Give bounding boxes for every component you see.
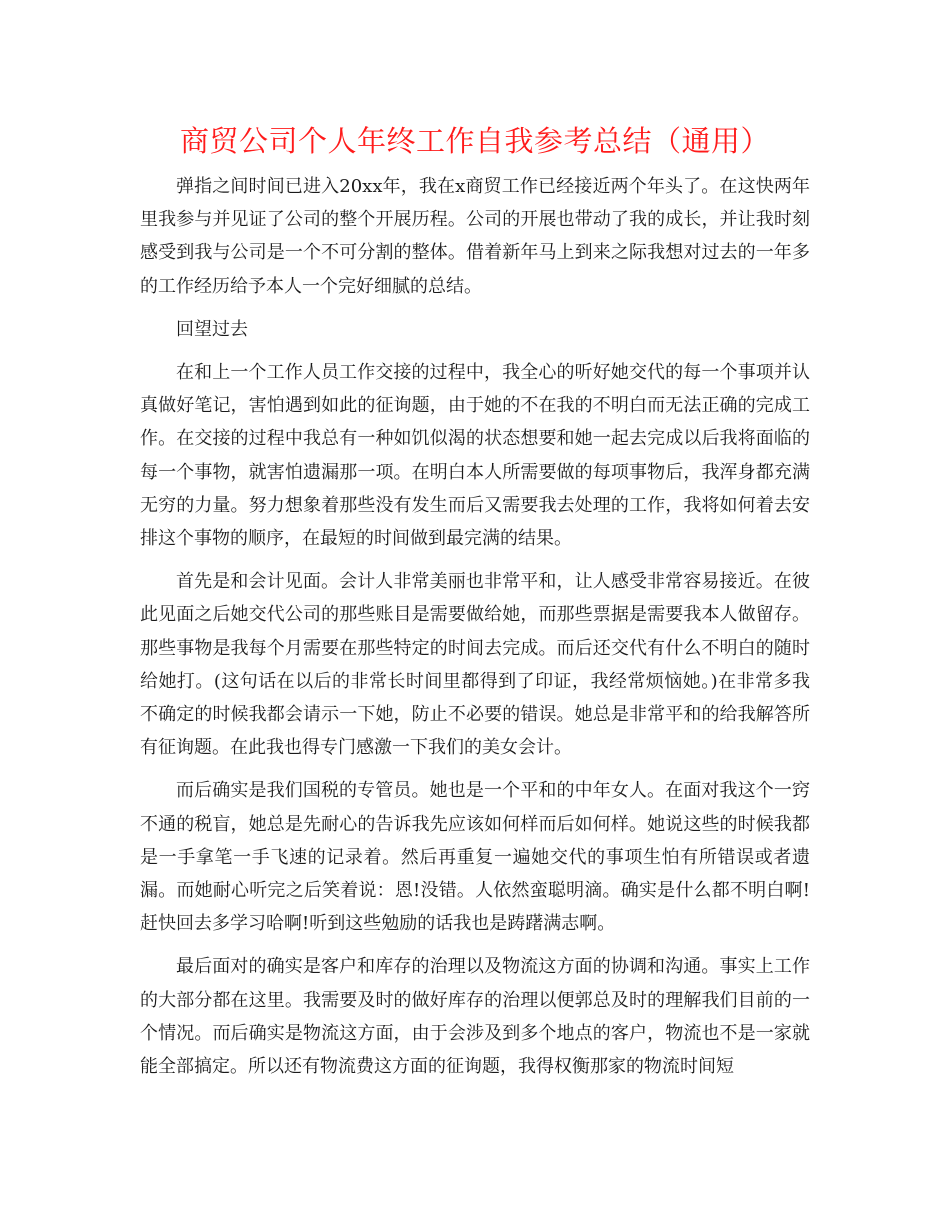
paragraph-accountant: 首先是和会计见面。会计人非常美丽也非常平和，让人感受非常容易接近。在彼此见面之后她交代公司的那些账目是需要做给她，而那些票据是需要我本人做留存。那些事物是我每个月需要在那些特定的时间去完成。而后还交代有什么不明白的随时给她打。(这句话在以后的非常长时间里都得到了印证，我经常烦恼她。)在非常多我不确定的时候我都会请示一下她，防止不必要的错误。她总是非常平和的给我解答所有征询题。在此我也得专门感激一下我们的美女会计。 <box>140 571 810 759</box>
paragraph-handover: 在和上一个工作人员工作交接的过程中，我全心的听好她交代的每一个事项并认真做好笔记，害怕遇到如此的征询题，由于她的不在我的不明白而无法正确的完成工作。在交接的过程中我总有一种如饥似渴的状态想要和她一起去完成以后我将面临的每一个事物，就害怕遗漏那一项。在明白本人所需要做的每项事物后，我浑身都充满无穷的力量。努力想象着那些没有发生而后又需要我去处理的工作，我将如何着去安排这个事物的顺序，在最短的时间做到最完满的结果。 <box>140 362 810 550</box>
paragraph-intro: 弹指之间时间已进入20xx年，我在x商贸工作已经接近两个年头了。在这快两年里我参与并见证了公司的整个开展历程。公司的开展也带动了我的成长，并让我时刻感受到我与公司是一个不可分割的整体。借着新年马上到来之际我想对过去的一年多的工作经历给予本人一个完好细腻的总结。 <box>140 176 810 297</box>
paragraph-tax-officer: 而后确实是我们国税的专管员。她也是一个平和的中年女人。在面对我这个一窍不通的税盲，她总是先耐心的告诉我先应该如何样而后如何样。她说这些的时候我都是一手拿笔一手飞速的记录着。然后再重复一遍她交代的事项生怕有所错误或者遗漏。而她耐心听完之后笑着说：恩!没错。人依然蛮聪明滴。确实是什么都不明白啊!赶快回去多学习哈啊!听到这些勉励的话我也是踌躇满志啊。 <box>140 780 810 935</box>
section-heading: 回望过去 <box>176 318 248 340</box>
document-title: 商贸公司个人年终工作自我参考总结（通用） <box>179 124 770 158</box>
paragraph-logistics: 最后面对的确实是客户和库存的治理以及物流这方面的协调和沟通。事实上工作的大部分都在这里。我需要及时的做好库存的治理以便郭总及时的理解我们目前的一个情况。而后确实是物流这方面，由于会涉及到多个地点的客户，物流也不是一家就能全部搞定。所以还有物流费这方面的征询题，我得权衡那家的物流时间短 <box>140 956 810 1078</box>
document-page <box>140 118 810 1093</box>
